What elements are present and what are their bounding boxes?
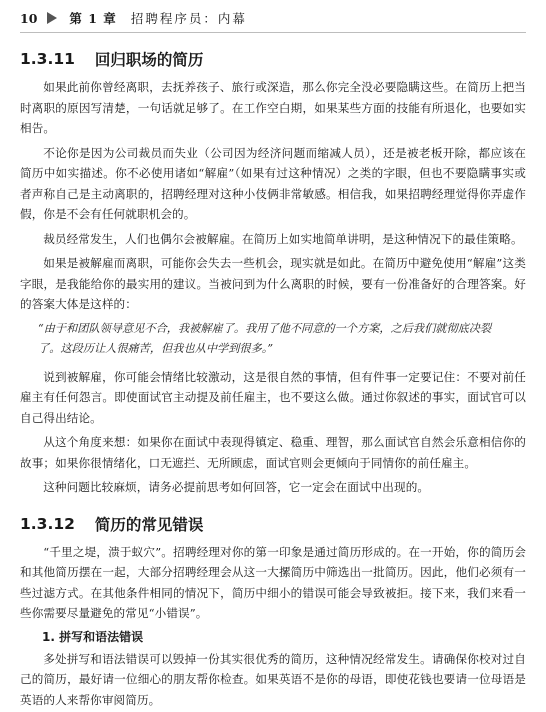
paragraph: 如果此前你曾经离职，去抚养孩子、旅行或深造，那么你完全没必要隐瞒这些。在简历上把当时离职的原因写清楚，一句话就足够了。在工作空白期，如果某些方面的技能有所退化，也要如实相告。 bbox=[20, 80, 526, 135]
section-heading-1-3-12 bbox=[20, 512, 526, 536]
example-answer-quote: “由于和团队领导意见不合，我被解雇了。我用了他不同意的一个方案，之后我们就彻底决裂了。这段历让人很痛苦，但我也从中学到很多。” bbox=[38, 321, 492, 355]
section-number: 1.3.12 bbox=[20, 514, 75, 533]
subheading-spelling-grammar: 1. 拼写和语法错误 bbox=[42, 629, 144, 644]
section-heading-1-3-11 bbox=[20, 47, 526, 71]
paragraph: 说到被解雇，你可能会情绪比较激动，这是很自然的事情，但有件事一定要记住：不要对前任雇主有任何怨言。即使面试官主动提及前任雇主，也不要这么做。通过你叙述的事实，面试官可以自己得出结论。 bbox=[20, 369, 526, 425]
chapter-label: 第 1 章 bbox=[69, 11, 117, 26]
running-header bbox=[20, 8, 526, 33]
triangle-arrow-icon bbox=[47, 12, 57, 24]
paragraph: “千里之堤，溃于蚁穴”。招聘经理对你的第一印象是通过简历形成的。在一开始，你的简历会和其他简历摆在一起，大部分招聘经理会从这一大摞简历中筛选出一批简历。因此，他们必须有一些过滤方式。在其他条件相同的情况下，简历中细小的错误可能会导致被拒。接下来，我们来看一些你需要尽量避免的常见“小错误”。 bbox=[20, 544, 526, 620]
section-title: 回归职场的简历 bbox=[94, 51, 204, 69]
paragraph: 如果是被解雇而离职，可能你会失去一些机会，现实就是如此。在简历中避免使用“解雇”这类字眼，是我能给你的最实用的建议。当被问到为什么离职的时候，要有一份准备好的合理答案。好的答案大体是这样的： bbox=[20, 256, 526, 311]
paragraph: 裁员经常发生，人们也偶尔会被解雇。在简历上如实地简单讲明，是这种情况下的最佳策略。 bbox=[43, 231, 523, 246]
paragraph: 不论你是因为公司裁员而失业（公司因为经济问题而缩减人员），还是被老板开除，都应该在简历中如实描述。你不必使用诸如“解雇”（如果有过这种情况）之类的字眼，但也不要隐瞒事实或者声称自己是主动离职的，招聘经理对这种小伎俩非常敏感。相信我，如果招聘经理觉得你弄虚作假，你是不会有任何就职机会的。 bbox=[20, 145, 526, 221]
paragraph: 从这个角度来想：如果你在面试中表现得镇定、稳重、理智，那么面试官自然会乐意相信你的故事；如果你很情绪化，口无遮拦、无所顾虑，面试官则会更倾向于同情你的前任雇主。 bbox=[20, 435, 526, 470]
chapter-title: 招聘程序员：内幕 bbox=[130, 11, 247, 26]
section-number: 1.3.11 bbox=[20, 50, 75, 68]
page-number: 10 bbox=[20, 10, 38, 26]
paragraph: 多处拼写和语法错误可以毁掉一份其实很优秀的简历，这种情况经常发生。请确保你校对过自己的简历，最好请一位细心的朋友帮你检查。如果英语不是你的母语，即使花钱也要请一位母语是英语的人来帮你审阅简历。 bbox=[20, 651, 526, 707]
section-title: 简历的常见错误 bbox=[94, 515, 204, 534]
paragraph: 这种问题比较麻烦，请务必提前思考如何回答，它一定会在面试中出现的。 bbox=[43, 480, 430, 494]
